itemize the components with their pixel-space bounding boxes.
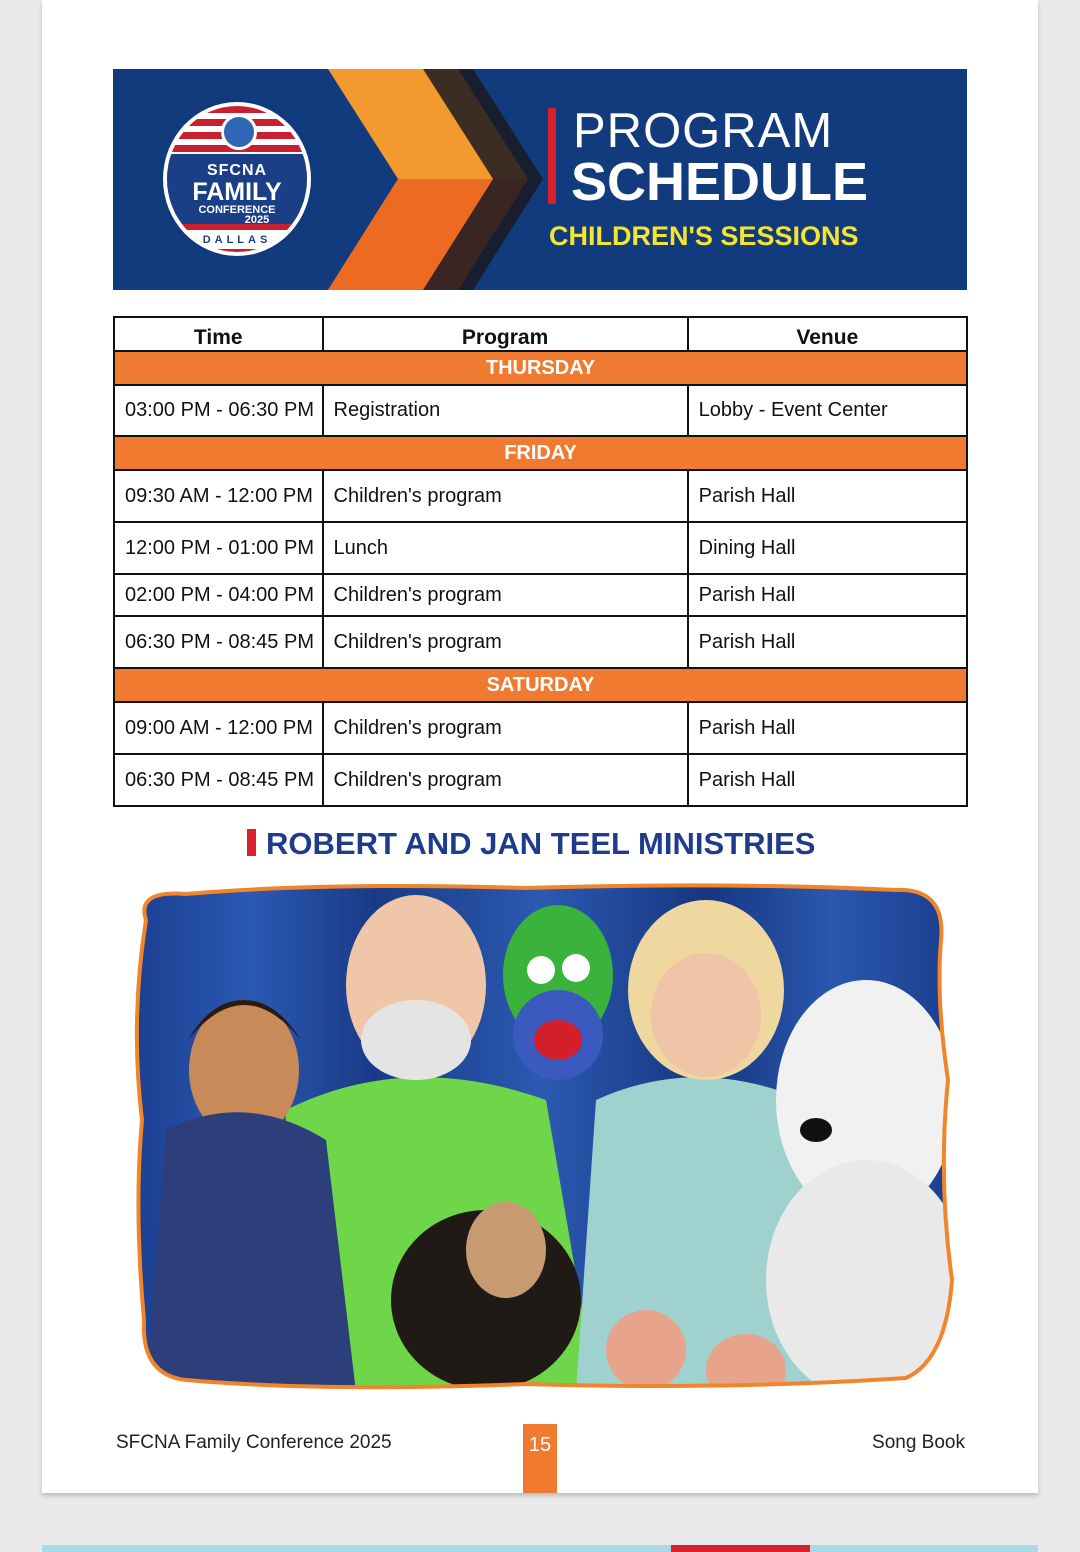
day-row-friday [114,436,967,470]
cell-venue: Parish Hall [688,702,967,754]
cell-program: Lunch [323,522,688,574]
cell-time: 02:00 PM - 04:00 PM [114,574,323,616]
title-accent-bar [548,108,556,204]
cell-time: 09:30 AM - 12:00 PM [114,470,323,522]
table-row [114,522,967,574]
section-accent-bar [247,829,256,856]
globe-icon [221,114,257,150]
header-program: Program [323,317,688,351]
cell-program: Children's program [323,574,688,616]
table-row [114,702,967,754]
cell-time: 03:00 PM - 06:30 PM [114,385,323,436]
cell-venue: Parish Hall [688,574,967,616]
table-row [114,616,967,668]
header-time: Time [114,317,323,351]
day-label: SATURDAY [114,668,967,702]
subtitle-childrens-sessions: CHILDREN'S SESSIONS [549,221,859,251]
next-page-edge [42,1545,1038,1552]
cell-program: Registration [323,385,688,436]
day-row-saturday [114,668,967,702]
footer-book-name: Song Book [872,1432,965,1453]
cell-program: Children's program [323,702,688,754]
cell-time: 06:30 PM - 08:45 PM [114,616,323,668]
logo-text-year: 2025 [244,214,270,226]
logo-text-family: FAMILY [192,178,282,206]
cell-venue: Parish Hall [688,470,967,522]
schedule-table [113,316,968,807]
cell-venue: Dining Hall [688,522,967,574]
table-row [114,574,967,616]
footer-conference-name: SFCNA Family Conference 2025 [116,1432,392,1453]
table-row [114,470,967,522]
day-label: THURSDAY [114,351,967,385]
cell-program: Children's program [323,616,688,668]
cell-time: 06:30 PM - 08:45 PM [114,754,323,806]
page-number: 15 [523,1424,557,1493]
title-schedule: SCHEDULE [571,152,869,212]
table-row [114,385,967,436]
table-header-row [114,317,967,351]
cell-venue: Parish Hall [688,754,967,806]
cell-time: 12:00 PM - 01:00 PM [114,522,323,574]
logo-text-sfcna: SFCNA [206,162,268,179]
cell-program: Children's program [323,754,688,806]
cell-venue: Lobby - Event Center [688,385,967,436]
title-program: PROGRAM [573,104,834,158]
document-page [42,0,1038,1493]
day-label: FRIDAY [114,436,967,470]
header-venue: Venue [688,317,967,351]
next-page-accent [671,1545,810,1552]
ministry-photo [126,880,956,1392]
section-title: ROBERT AND JAN TEEL MINISTRIES [266,826,816,861]
conference-logo [159,98,315,260]
cell-program: Children's program [323,470,688,522]
day-row-thursday [114,351,967,385]
program-banner [113,69,967,290]
logo-text-city: DALLAS [167,234,307,246]
logo-text-conference: CONFERENCE [198,204,276,216]
cell-venue: Parish Hall [688,616,967,668]
table-row [114,754,967,806]
cell-time: 09:00 AM - 12:00 PM [114,702,323,754]
